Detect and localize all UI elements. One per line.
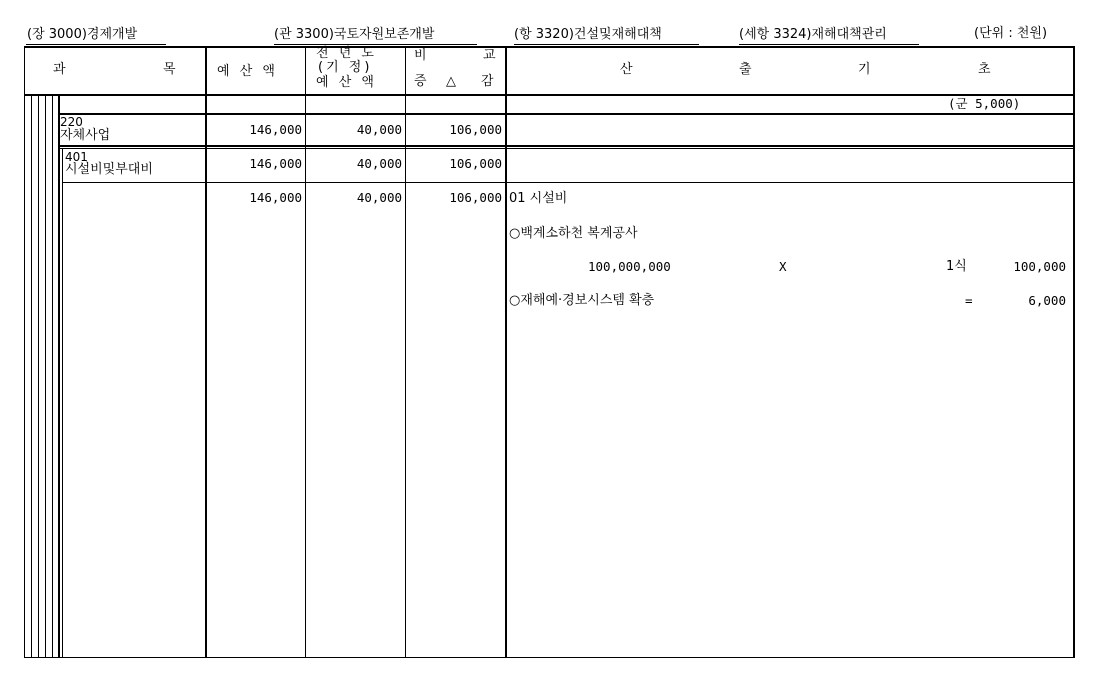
- row220-code: 220: [60, 115, 83, 129]
- row01-diff: 106,000: [449, 190, 502, 205]
- jang-underline: [26, 44, 166, 45]
- row01-budget: 146,000: [249, 190, 302, 205]
- col-prev-line3: 예 산 액: [316, 75, 377, 90]
- col-mok: 목: [163, 62, 176, 77]
- unit-label: (단위 : 천원): [974, 26, 1048, 41]
- hang-label: (항 3320)건설및재해대책: [514, 27, 662, 42]
- basis-item1-amount: 100,000,000: [588, 259, 671, 274]
- row220-prev: 40,000: [356, 122, 402, 137]
- gwan-label: (관 3300)국토자원보존개발: [274, 27, 435, 42]
- row401-code: 401: [65, 150, 88, 164]
- col-prev-line2: (기 정): [318, 60, 373, 75]
- basis-item2-eq: =: [965, 293, 973, 308]
- row401-prev: 40,000: [356, 156, 402, 171]
- basis-item1-title: ○백계소하천 복계공사: [509, 226, 638, 241]
- row01-prev: 40,000: [356, 190, 402, 205]
- row401-diff: 106,000: [449, 156, 502, 171]
- row01-basis-title: 01 시설비: [509, 191, 568, 206]
- gwan-underline: [274, 44, 477, 45]
- col-cmp-bot-left: 증: [414, 74, 427, 89]
- row401-name: 시설비및부대비: [65, 162, 153, 177]
- col-cmp-bot-mid: △: [446, 74, 456, 89]
- basis-item1-total: 100,000: [1013, 259, 1066, 274]
- col-cmp-top-left: 비: [414, 48, 427, 63]
- row220-budget: 146,000: [249, 122, 302, 137]
- basis-item2-title: ○재해예·경보시스템 확충: [509, 293, 655, 308]
- col-prev-line1: 전 년 도: [316, 46, 377, 61]
- col-basis-1: 산: [620, 62, 633, 77]
- sehang-underline: [739, 44, 919, 45]
- row220-name: 자체사업: [60, 128, 111, 143]
- basis-item1-op: X: [779, 259, 787, 274]
- basis-item1-qty: 1식: [946, 259, 967, 274]
- col-basis-3: 기: [858, 62, 871, 77]
- county-share-note: (군 5,000): [948, 96, 1021, 111]
- basis-item2-total: 6,000: [1028, 293, 1066, 308]
- col-cmp-bot-right: 감: [481, 74, 494, 89]
- col-basis-4: 초: [978, 62, 991, 77]
- col-cmp-top-right: 교: [483, 48, 496, 63]
- row220-diff: 106,000: [449, 122, 502, 137]
- sehang-label: (세항 3324)재해대책관리: [739, 27, 887, 42]
- row401-budget: 146,000: [249, 156, 302, 171]
- col-gwa: 과: [53, 62, 66, 77]
- col-budget: 예 산 액: [217, 64, 278, 79]
- jang-label: (장 3000)경제개발: [27, 27, 138, 42]
- col-basis-2: 출: [739, 62, 752, 77]
- hang-underline: [514, 44, 699, 45]
